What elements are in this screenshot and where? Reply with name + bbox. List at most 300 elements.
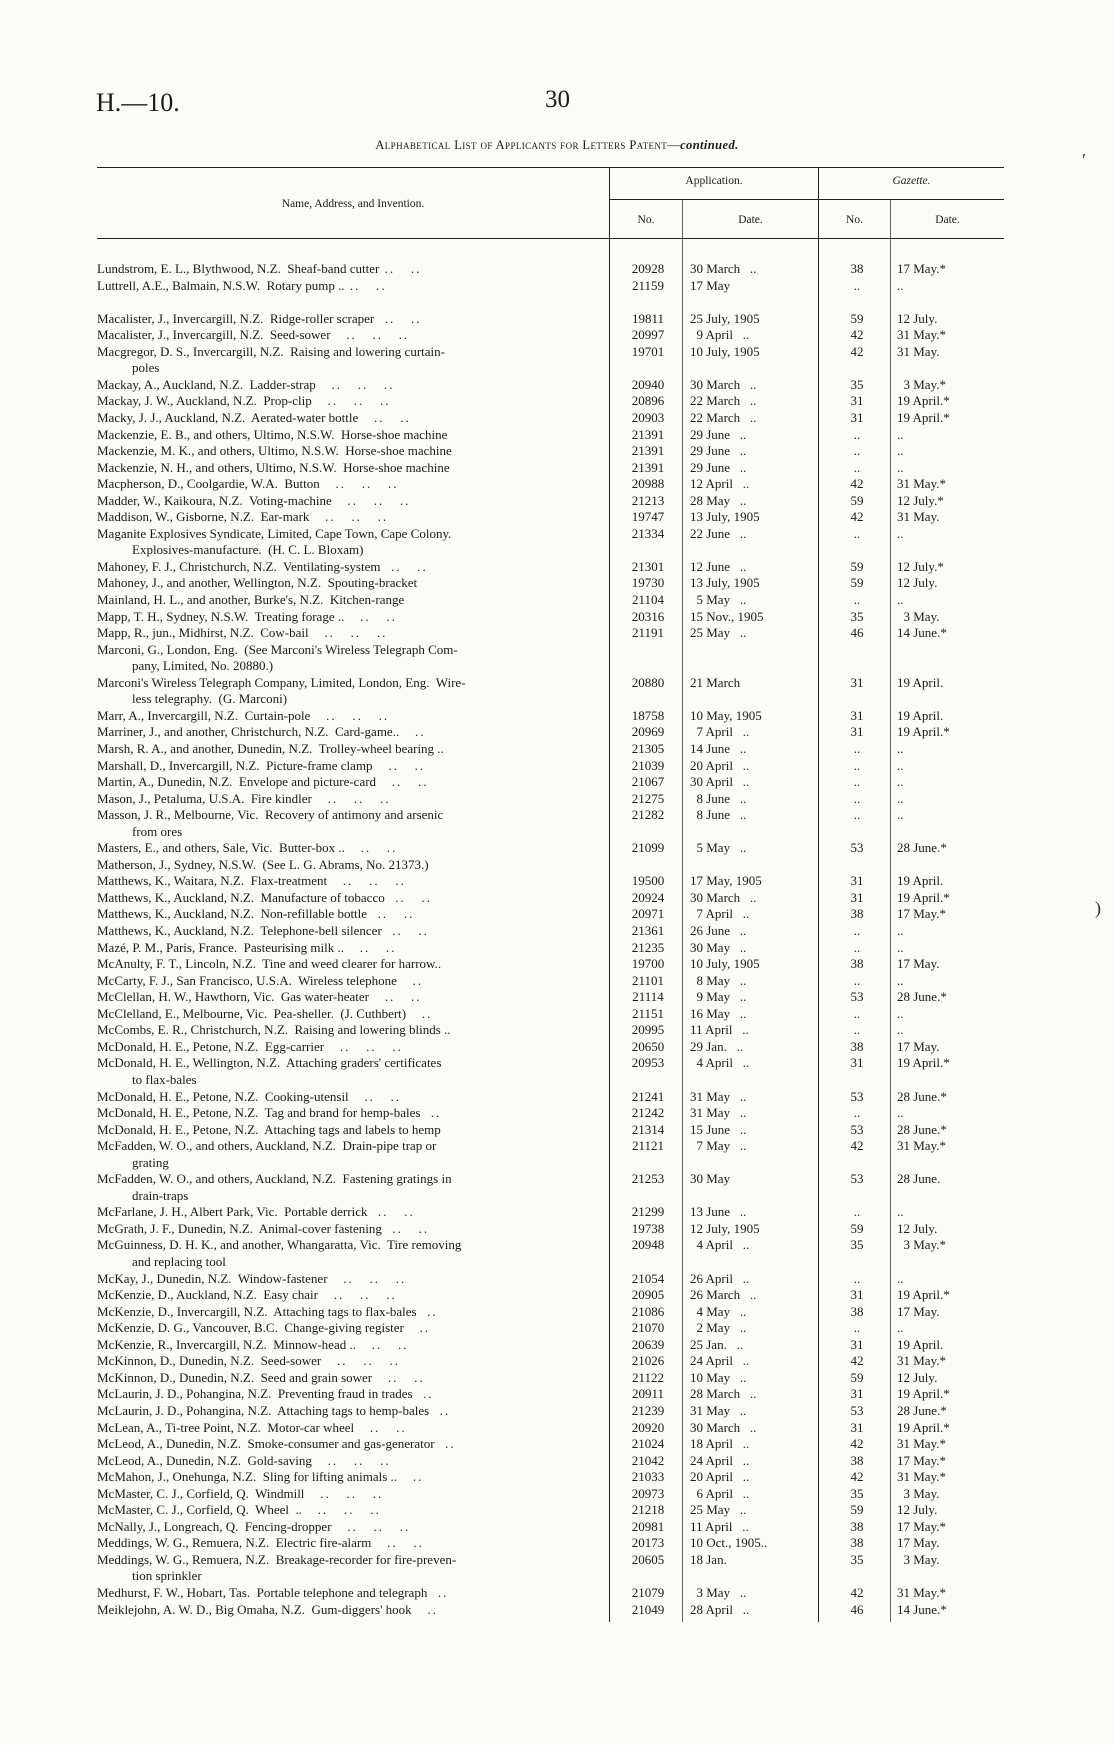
applicant-entry: McGuinness, D. H. K., and another, Whangaratta, Vic. Tire removing <box>97 1238 462 1253</box>
application-date: 28 March .. <box>690 1386 757 1402</box>
applicant-entry: McCombs, E. R., Christchurch, N.Z. Raising and lowering blinds .. <box>97 1023 451 1038</box>
dot-leaders: .. .. <box>380 559 428 574</box>
gazette-date: 31 May.* <box>897 1436 946 1452</box>
gazette-date: 19 April.* <box>897 1055 950 1071</box>
application-date: 7 April .. <box>690 724 750 740</box>
gazette-number: .. <box>853 1204 861 1220</box>
application-date: 25 May .. <box>690 625 747 641</box>
applicant-entry: Matthews, K., Auckland, N.Z. Telephone-bell silencer .. .. <box>97 924 430 938</box>
application-number: 21282 <box>631 807 665 823</box>
applicant-entry: drain-traps <box>132 1188 189 1203</box>
applicant-entry: Martin, A., Dunedin, N.Z. Envelope and picture-card .. .. <box>97 775 429 790</box>
dot-leaders: .. <box>427 1586 449 1600</box>
dot-leaders: .. .. <box>344 278 387 293</box>
gazette-date: 19 April.* <box>897 409 950 425</box>
application-date: 13 July, 1905 <box>690 575 760 591</box>
application-number: 21049 <box>631 1601 665 1617</box>
applicant-entry: McKenzie, R., Invercargill, N.Z. Minnow-head .. .. .. <box>97 1337 409 1352</box>
gazette-number: 38 <box>850 1452 864 1468</box>
dot-leaders: .. <box>411 1602 438 1617</box>
dot-leaders: .. .. <box>348 1089 402 1104</box>
applicant-entry: Matthews, K., Auckland, N.Z. Non-refillable bottle .. .. <box>97 907 415 922</box>
gazette-number: 31 <box>850 1055 864 1071</box>
applicant-entry: McMahon, J., Onehunga, N.Z. Sling for lifting animals .. .. <box>97 1470 424 1485</box>
gazette-number: 35 <box>850 1551 864 1567</box>
application-date: 18 Jan. <box>690 1551 727 1567</box>
applicant-entry: Matthews, K., Waitara, N.Z. Flax-treatment .. .. .. <box>97 874 406 889</box>
gazette-number: 35 <box>850 1237 864 1253</box>
gazette-date: .. <box>897 774 904 790</box>
application-date: 31 May .. <box>690 1105 747 1121</box>
gazette-date: 31 May.* <box>897 1469 946 1485</box>
application-date: 10 May .. <box>690 1369 747 1385</box>
page-reference: H.—10. <box>96 88 180 117</box>
gazette-number: 42 <box>850 327 864 343</box>
gazette-number: 42 <box>850 1353 864 1369</box>
gazette-date: .. <box>897 1022 904 1038</box>
dot-leaders: .. .. <box>354 1420 407 1435</box>
dot-leaders: .. .. <box>381 924 430 938</box>
dot-leaders: .. .. <box>367 1205 415 1220</box>
application-number: 21218 <box>631 1502 665 1518</box>
application-date: 26 June .. <box>690 923 747 938</box>
application-date: 4 April .. <box>690 1237 750 1253</box>
gazette-date: 12 July. <box>897 1220 938 1236</box>
dot-leaders: .. .. <box>374 311 422 326</box>
gazette-date: 12 July. <box>897 310 938 326</box>
application-number: 20924 <box>631 889 665 905</box>
dot-leaders: .. <box>416 1304 438 1319</box>
margin-mark-top: ′ <box>1082 150 1086 170</box>
gazette-date: 31 May.* <box>897 476 946 492</box>
application-date: 30 May <box>690 1171 731 1187</box>
application-number: 21039 <box>631 757 665 773</box>
application-date: 20 April .. <box>690 757 750 773</box>
application-date: 5 May .. <box>690 592 747 607</box>
gazette-date: 28 June. <box>897 1171 941 1187</box>
app-date-header: Date. <box>738 214 763 226</box>
application-date: 15 Nov., 1905 <box>690 608 764 624</box>
gazette-date: 19 April.* <box>897 724 950 740</box>
gazette-number: 31 <box>850 1336 864 1352</box>
application-date: 30 March .. <box>690 376 757 392</box>
dot-leaders: .. <box>434 1437 456 1452</box>
gazette-date: 17 May.* <box>897 906 946 922</box>
applicant-entry: McAnulty, F. T., Lincoln, N.Z. Tine and weed clearer for harrow.. <box>97 957 442 972</box>
application-date: 5 May .. <box>690 840 747 856</box>
application-date: 16 May .. <box>690 1005 747 1021</box>
dot-leaders: .. .. .. <box>302 1503 381 1518</box>
app-no-header: No. <box>637 214 655 226</box>
applicant-entry: Medhurst, F. W., Hobart, Tas. Portable telephone and telegraph .. <box>97 1586 449 1600</box>
application-number: 19500 <box>631 873 665 889</box>
applicant-entry: less telegraphy. (G. Marconi) <box>132 692 288 707</box>
application-number: 21026 <box>631 1353 665 1369</box>
applicant-entry: McLeod, A., Dunedin, N.Z. Gold-saving .. .. .. <box>97 1453 391 1468</box>
gazette-number: 42 <box>850 343 864 359</box>
dot-leaders: .. <box>420 1106 442 1121</box>
application-date: 10 Oct., 1905.. <box>690 1535 768 1551</box>
gazette-date: 17 May.* <box>897 1452 946 1468</box>
dot-leaders: .. .. <box>355 1337 409 1352</box>
gazette-number: .. <box>853 525 861 541</box>
applicant-entry: Marsh, R. A., and another, Dunedin, N.Z. Trolley-wheel bearing .. <box>97 741 444 756</box>
gazette-date: 17 May. <box>897 1535 940 1551</box>
application-number: 21391 <box>631 459 665 475</box>
applicant-entry: Lundstrom, E. L., Blythwood, N.Z. Sheaf-band cutter .. .. <box>97 262 422 276</box>
application-number: 21361 <box>631 923 665 938</box>
applicant-entry: Mahoney, F. J., Christchurch, N.Z. Ventilating-system .. .. <box>97 559 428 574</box>
applicant-entry: McFadden, W. O., and others, Auckland, N.Z. Drain-pipe trap or <box>97 1139 437 1154</box>
application-number: 21054 <box>631 1270 665 1286</box>
application-number: 19747 <box>631 509 665 525</box>
gazette-number: 38 <box>850 261 864 276</box>
application-number: 20971 <box>631 906 665 922</box>
gazette-number: 31 <box>850 674 864 690</box>
gazette-number: .. <box>853 923 861 938</box>
divider-gazette-left <box>818 167 819 1622</box>
gaz-no-header: No. <box>846 214 863 226</box>
gazette-number: 38 <box>850 1535 864 1551</box>
gazette-number: .. <box>853 277 861 293</box>
dot-leaders: .. .. .. <box>319 477 399 492</box>
gazette-date: 17 May. <box>897 1303 940 1319</box>
gazette-number: 31 <box>850 1287 864 1303</box>
application-date: 20 April .. <box>690 1469 750 1485</box>
applicant-entry: McKay, J., Dunedin, N.Z. Window-fastener .. .. .. <box>97 1271 407 1286</box>
applicant-entry: Marriner, J., and another, Christchurch, N.Z. Card-game.. .. <box>97 725 426 740</box>
applicant-entry: McDonald, H. E., Petone, N.Z. Attaching tags and labels to hemp <box>97 1122 441 1137</box>
application-number: 21299 <box>631 1204 665 1220</box>
dot-leaders: .. <box>397 1470 424 1485</box>
gazette-date: .. <box>897 923 904 938</box>
application-date: 12 July, 1905 <box>690 1220 760 1236</box>
gazette-date: 19 April. <box>897 873 944 889</box>
gazette-date: .. <box>897 1270 904 1286</box>
gazette-date: .. <box>897 1204 904 1220</box>
gazette-header: Gazette. <box>892 175 931 187</box>
dot-leaders: .. .. .. <box>331 493 411 508</box>
applicant-entry: Masson, J. R., Melbourne, Vic. Recovery of antimony and arsenic <box>97 808 444 823</box>
application-number: 21275 <box>631 790 665 806</box>
application-date: 24 April .. <box>690 1452 750 1468</box>
gazette-date: 12 July. <box>897 575 938 591</box>
applicant-entry: Matherson, J., Sydney, N.S.W. (See L. G. Abrams, No. 21373.) <box>97 857 429 872</box>
gazette-number: 59 <box>850 492 864 508</box>
applicant-entry: grating <box>132 1155 169 1170</box>
dot-leaders: .. .. .. <box>324 1039 403 1054</box>
gazette-number: 46 <box>850 625 864 641</box>
dot-leaders: .. .. <box>371 1536 424 1551</box>
applicant-entry: Marshall, D., Invercargill, N.Z. Picture-frame clamp .. .. <box>97 758 426 773</box>
application-number: 21301 <box>631 558 665 574</box>
gazette-number: .. <box>853 1270 861 1286</box>
application-date: 13 June .. <box>690 1204 747 1220</box>
applicant-entry: Macalister, J., Invercargill, N.Z. Ridge-roller scraper .. .. <box>97 311 422 326</box>
gazette-number: 42 <box>850 1436 864 1452</box>
application-date: 9 May .. <box>690 989 747 1005</box>
applicant-entry: Explosives-manufacture. (H. C. L. Bloxam) <box>132 543 364 558</box>
applicant-entry: McDonald, H. E., Petone, N.Z. Cooking-utensil .. .. <box>97 1089 402 1104</box>
application-number: 20973 <box>631 1485 665 1501</box>
application-date: 11 April .. <box>690 1518 749 1534</box>
application-date: 26 March .. <box>690 1287 757 1303</box>
application-date: 8 June .. <box>690 790 747 806</box>
application-number: 20911 <box>631 1386 665 1402</box>
application-number: 19811 <box>631 310 665 326</box>
gazette-number: 42 <box>850 476 864 492</box>
applicant-entry: McLaurin, J. D., Pohangina, N.Z. Attaching tags to hemp-bales .. <box>97 1403 451 1418</box>
application-number: 20928 <box>631 261 665 276</box>
application-date: 10 July, 1905 <box>690 956 760 972</box>
application-date: 18 April .. <box>690 1436 750 1452</box>
gazette-date: .. <box>897 459 904 475</box>
applicant-entry: McFarlane, J. H., Albert Park, Vic. Portable derrick .. .. <box>97 1205 415 1220</box>
application-number: 21242 <box>631 1105 665 1121</box>
margin-mark-mid: ) <box>1095 898 1101 918</box>
gazette-number: .. <box>853 1005 861 1021</box>
dot-leaders: .. .. <box>344 609 397 624</box>
application-number: 20920 <box>631 1419 665 1435</box>
application-date: 12 April .. <box>690 476 750 492</box>
applicant-entry: Mainland, H. L., and another, Burke's, N.Z. Kitchen-range <box>97 593 405 607</box>
gazette-date: .. <box>897 1105 904 1121</box>
applicant-entry: Marconi's Wireless Telegraph Company, Limited, London, Eng. Wire- <box>97 675 466 690</box>
gazette-date: 28 June.* <box>897 1088 947 1104</box>
gazette-number: 38 <box>850 1303 864 1319</box>
applicant-entry: Macky, J. J., Auckland, N.Z. Aerated-water bottle .. .. <box>97 410 411 425</box>
applicant-entry: Luttrell, A.E., Balmain, N.S.W. Rotary pump .. .. .. <box>97 278 387 293</box>
gazette-number: 53 <box>850 840 864 856</box>
application-date: 8 June .. <box>690 807 747 823</box>
gazette-number: 53 <box>850 1402 864 1418</box>
gazette-date: 12 July.* <box>897 492 944 508</box>
application-date: 13 July, 1905 <box>690 509 760 525</box>
gazette-number: 31 <box>850 393 864 409</box>
gazette-date: 19 April.* <box>897 1419 950 1435</box>
dot-leaders: .. .. .. <box>327 1271 407 1286</box>
gazette-number: 53 <box>850 1171 864 1187</box>
gazette-number: .. <box>853 459 861 475</box>
application-date: 25 July, 1905 <box>690 310 760 326</box>
gazette-number: .. <box>853 740 861 756</box>
application-date: 29 Jan. .. <box>690 1038 744 1054</box>
application-date: 7 May .. <box>690 1138 747 1154</box>
application-number: 21391 <box>631 443 665 459</box>
application-number: 20953 <box>631 1055 665 1071</box>
applicant-entry: McCarty, F. J., San Francisco, U.S.A. Wireless telephone .. <box>97 973 424 988</box>
applicant-entry: McKenzie, D., Auckland, N.Z. Easy chair .. .. .. <box>97 1288 397 1303</box>
gazette-date: .. <box>897 592 904 607</box>
application-date: 30 April .. <box>690 774 750 790</box>
applicant-entry: McNally, J., Longreach, Q. Fencing-dropper .. .. .. <box>97 1519 411 1534</box>
dot-leaders: .. <box>396 973 424 988</box>
gazette-date: .. <box>897 426 904 442</box>
gazette-number: 53 <box>850 989 864 1005</box>
application-number: 21191 <box>631 625 665 641</box>
applicant-entry: Meddings, W. G., Remuera, N.Z. Breakage-recorder for fire-preven- <box>97 1552 457 1567</box>
gazette-number: .. <box>853 592 861 607</box>
gazette-number: .. <box>853 972 861 988</box>
gazette-number: .. <box>853 939 861 955</box>
gazette-date: 3 May.* <box>897 376 946 392</box>
gazette-number: 59 <box>850 310 864 326</box>
gazette-number: .. <box>853 1022 861 1038</box>
gazette-date: .. <box>897 790 904 806</box>
application-date: 22 March .. <box>690 393 757 409</box>
applicant-entry: McLean, A., Ti-tree Point, N.Z. Motor-car wheel .. .. <box>97 1420 407 1435</box>
gazette-date: .. <box>897 740 904 756</box>
application-number: 20997 <box>631 327 665 343</box>
application-date: 22 March .. <box>690 409 757 425</box>
application-number: 21314 <box>631 1121 665 1137</box>
applicant-entry: Marr, A., Invercargill, N.Z. Curtain-pole .. .. .. <box>97 708 390 723</box>
application-number: 21334 <box>631 525 665 541</box>
application-number: 19701 <box>631 343 665 359</box>
dot-leaders: .. <box>406 1006 433 1021</box>
applicant-entry: McClelland, E., Melbourne, Vic. Pea-sheller. (J. Cuthbert) .. <box>97 1006 433 1021</box>
application-date: 4 May .. <box>690 1303 747 1319</box>
dot-leaders: .. .. <box>343 940 397 955</box>
application-number: 20173 <box>631 1535 665 1551</box>
application-number: 20940 <box>631 376 665 392</box>
gazette-number: 38 <box>850 906 864 922</box>
table-title <box>0 138 1114 153</box>
applicant-entry: Macalister, J., Invercargill, N.Z. Seed-sower .. .. .. <box>97 328 410 343</box>
application-number: 21239 <box>631 1402 665 1418</box>
gazette-number: 35 <box>850 608 864 624</box>
dot-leaders: .. <box>412 1387 434 1402</box>
gazette-date: 28 June.* <box>897 840 947 856</box>
applicant-entry: poles <box>132 361 160 376</box>
page-number: 30 <box>545 86 570 113</box>
gazette-number: 53 <box>850 1088 864 1104</box>
applicant-entry: McKinnon, D., Dunedin, N.Z. Seed-sower .. .. .. <box>97 1354 400 1369</box>
application-number: 20605 <box>631 1551 665 1567</box>
gazette-number: 59 <box>850 1502 864 1518</box>
gazette-number: .. <box>853 1320 861 1336</box>
applicant-entry: to flax-bales <box>132 1072 197 1087</box>
application-date: 31 May .. <box>690 1402 747 1418</box>
application-number: 21253 <box>631 1171 665 1187</box>
gazette-number: .. <box>853 774 861 790</box>
application-number: 21213 <box>631 492 665 508</box>
application-date: 31 May .. <box>690 1088 747 1104</box>
applicant-entry: Marconi, G., London, Eng. (See Marconi's Wireless Telegraph Com- <box>97 642 458 657</box>
gazette-date: 14 June.* <box>897 1601 947 1617</box>
applicant-entry: McKinnon, D., Dunedin, N.Z. Seed and grain sower .. .. <box>97 1370 425 1385</box>
application-date: 14 June .. <box>690 740 747 756</box>
gazette-date: .. <box>897 939 904 955</box>
applicant-entry: Maddison, W., Gisborne, N.Z. Ear-mark .. .. .. <box>97 510 389 525</box>
application-number: 20995 <box>631 1022 665 1038</box>
gazette-number: 35 <box>850 1485 864 1501</box>
application-number: 21235 <box>631 939 665 955</box>
gazette-date: 17 May.* <box>897 1518 946 1534</box>
gazette-number: .. <box>853 443 861 459</box>
application-number: 21042 <box>631 1452 665 1468</box>
applicant-entry: Macgregor, D. S., Invercargill, N.Z. Raising and lowering curtain- <box>97 344 445 359</box>
application-date: 29 June .. <box>690 426 747 442</box>
gazette-date: 12 July. <box>897 1369 938 1385</box>
applicant-entry: Meddings, W. G., Remuera, N.Z. Electric fire-alarm .. .. <box>97 1536 424 1551</box>
gazette-number: 31 <box>850 1419 864 1435</box>
table-top-rule <box>97 167 1004 168</box>
gazette-date: 19 April. <box>897 674 944 690</box>
application-number: 21079 <box>631 1585 665 1600</box>
dot-leaders: .. .. .. <box>309 510 389 525</box>
divider-app-left <box>609 167 610 1622</box>
gazette-date: 19 April. <box>897 1336 944 1352</box>
gazette-number: 31 <box>850 409 864 425</box>
gazette-date: .. <box>897 277 904 293</box>
title-main: Alphabetical List of Applicants for Letters Patent— <box>375 138 681 152</box>
dot-leaders: .. .. .. <box>304 1486 384 1501</box>
gazette-number: 31 <box>850 889 864 905</box>
application-number: 21241 <box>631 1088 665 1104</box>
gazette-number: 59 <box>850 1369 864 1385</box>
dot-leaders: .. <box>429 1403 451 1418</box>
application-number: 21101 <box>631 972 665 988</box>
application-number: 20948 <box>631 1237 665 1253</box>
application-date: 29 June .. <box>690 459 747 475</box>
applicant-entry: McFadden, W. O., and others, Auckland, N.Z. Fastening gratings in <box>97 1172 452 1187</box>
application-header: Application. <box>685 175 743 187</box>
gazette-date: 31 May. <box>897 343 940 359</box>
application-date: 30 March .. <box>690 261 757 276</box>
dot-leaders: .. .. .. <box>327 874 406 889</box>
application-number: 21099 <box>631 840 665 856</box>
title-continued: continued. <box>680 138 739 152</box>
application-number: 21151 <box>631 1005 665 1021</box>
dot-leaders: .. .. .. <box>311 791 391 806</box>
application-date: 4 April .. <box>690 1055 750 1071</box>
applicant-entry: McClellan, H. W., Hawthorn, Vic. Gas water-heater .. .. <box>97 990 422 1005</box>
dot-leaders: .. .. .. <box>308 626 388 641</box>
applicant-entry: Mapp, T. H., Sydney, N.S.W. Treating forage .. .. .. <box>97 609 397 624</box>
application-date: 2 May .. <box>690 1320 747 1336</box>
divider-app-mid <box>682 199 683 1622</box>
gazette-date: 31 May.* <box>897 1585 946 1600</box>
application-date: 22 June .. <box>690 525 747 541</box>
application-number: 20969 <box>631 724 665 740</box>
gazette-date: .. <box>897 1320 904 1336</box>
dot-leaders: .. .. <box>369 990 422 1005</box>
application-number: 21122 <box>631 1369 665 1385</box>
gazette-date: 19 April.* <box>897 889 950 905</box>
gazette-date: 17 May. <box>897 956 940 972</box>
application-number: 20981 <box>631 1518 665 1534</box>
gazette-number: 59 <box>850 558 864 574</box>
applicant-entry: Mazé, P. M., Paris, France. Pasteurising milk .. .. .. <box>97 940 397 955</box>
gazette-number: 42 <box>850 509 864 525</box>
application-number: 21391 <box>631 426 665 442</box>
applicant-entry: Matthews, K., Auckland, N.Z. Manufacture of tobacco .. .. <box>97 890 432 905</box>
application-date: 17 May <box>690 277 731 293</box>
gazette-number: 46 <box>850 1601 864 1617</box>
applicant-entry: Mahoney, J., and another, Wellington, N.Z. Spouting-bracket <box>97 576 418 591</box>
gazette-date: 12 July. <box>897 1502 938 1518</box>
gazette-number: 31 <box>850 1386 864 1402</box>
application-number: 20905 <box>631 1287 665 1303</box>
application-date: 11 April .. <box>690 1022 749 1038</box>
gazette-date: 19 April. <box>897 707 944 723</box>
applicant-entry: McLaurin, J. D., Pohangina, N.Z. Preventing fraud in trades .. <box>97 1387 434 1402</box>
gazette-date: 17 May.* <box>897 261 946 276</box>
gazette-date: 3 May.* <box>897 1237 946 1253</box>
dot-leaders: .. .. <box>367 907 415 922</box>
dot-leaders: .. .. <box>344 841 398 856</box>
